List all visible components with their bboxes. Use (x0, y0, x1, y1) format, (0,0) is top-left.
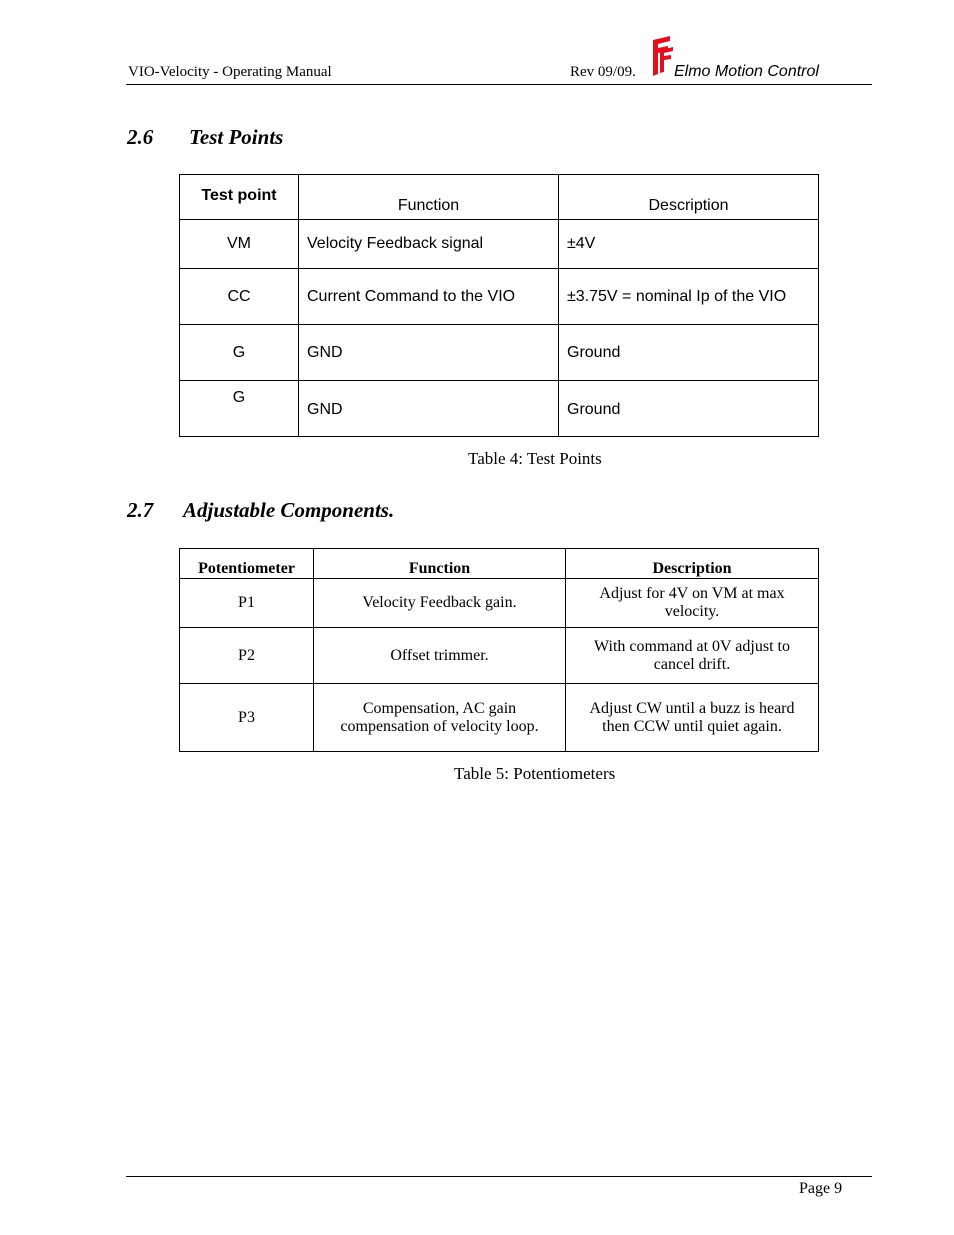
table-cell: Adjust CW until a buzz is heard then CCW until quiet again. (566, 684, 819, 752)
column-header: Potentiometer (180, 549, 314, 579)
table-cell: ±3.75V = nominal Ip of the VIO (559, 269, 819, 325)
column-header: Test point (180, 175, 299, 220)
column-header: Function (314, 549, 566, 579)
table-cell: Current Command to the VIO (299, 269, 559, 325)
table-cell: Ground (559, 325, 819, 381)
table-cell: Adjust for 4V on VM at max velocity. (566, 579, 819, 628)
table-cell: Velocity Feedback signal (299, 220, 559, 269)
table-cell: GND (299, 381, 559, 437)
column-header: Function (299, 175, 559, 220)
table-cell: VM (180, 220, 299, 269)
elmo-logo-icon (648, 36, 674, 78)
section-number: 2.7 (127, 498, 154, 522)
table-cell: Velocity Feedback gain. (314, 579, 566, 628)
table-row (180, 381, 819, 437)
table-caption: Table 4: Test Points (468, 449, 602, 468)
section-number: 2.6 (127, 125, 154, 149)
document-title: VIO-Velocity - Operating Manual (128, 64, 332, 80)
table-cell: P3 (180, 684, 314, 752)
table-cell: Compensation, AC gain compensation of velocity loop. (314, 684, 566, 752)
table-row (180, 269, 819, 325)
header-divider (126, 84, 872, 85)
column-header: Description (559, 175, 819, 220)
potentiometers-table (179, 548, 819, 752)
table-cell: Offset trimmer. (314, 628, 566, 684)
page-number: Page 9 (799, 1180, 843, 1197)
test-points-table (179, 174, 819, 437)
company-name: Elmo Motion Control (674, 63, 819, 80)
section-title: Adjustable Components. (183, 498, 395, 522)
table-header-row (180, 549, 819, 579)
table-row (180, 220, 819, 269)
table-header-row (180, 175, 819, 220)
table-caption: Table 5: Potentiometers (454, 764, 616, 783)
table-cell: CC (180, 269, 299, 325)
table-cell: With command at 0V adjust to cancel drift. (566, 628, 819, 684)
table-row (180, 325, 819, 381)
table-row (180, 684, 819, 752)
table-cell: Ground (559, 381, 819, 437)
footer-divider (126, 1176, 872, 1177)
table-cell: P1 (180, 579, 314, 628)
table-cell: GND (299, 325, 559, 381)
table-cell: G (180, 325, 299, 381)
table-row (180, 628, 819, 684)
table-row (180, 579, 819, 628)
section-heading-2-6 (127, 125, 283, 150)
table-cell: ±4V (559, 220, 819, 269)
table-cell: P2 (180, 628, 314, 684)
section-heading-2-7 (127, 498, 394, 523)
column-header: Description (566, 549, 819, 579)
table-cell: G (180, 381, 299, 437)
revision-label: Rev 09/09. (570, 64, 636, 80)
section-title: Test Points (189, 125, 284, 149)
